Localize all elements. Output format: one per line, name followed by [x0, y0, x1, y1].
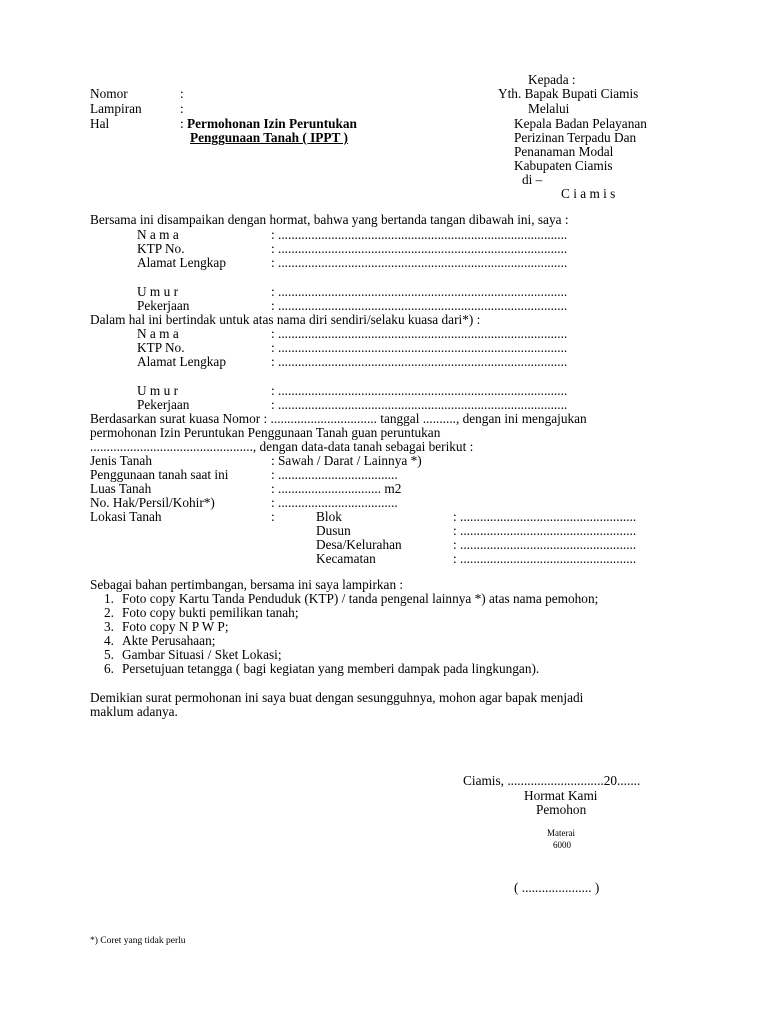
signature-hormat: Hormat Kami [524, 788, 598, 803]
penggunaan-label: Penggunaan tanah saat ini [90, 467, 229, 482]
applicant-pekerjaan-value: : ....................................................................................... [271, 298, 568, 313]
hak-label: No. Hak/Persil/Kohir*) [90, 495, 215, 510]
attachment-item [96, 591, 598, 606]
proxy-alamat-label: Alamat Lengkap [137, 354, 226, 369]
recipient-line1: Kepala Badan Pelayanan [514, 116, 647, 131]
applicant-umur-value: : ....................................................................................... [271, 284, 568, 299]
recipient-line3: Penanaman Modal [514, 144, 614, 159]
intro-text: Bersama ini disampaikan dengan hormat, bahwa yang bertanda tangan dibawah ini, saya : [90, 212, 569, 227]
desa-label: Desa/Kelurahan [316, 537, 402, 552]
basis-line1: Berdasarkan surat kuasa Nomor : ................................ tanggal .........., dengan ini mengajukan [90, 411, 587, 426]
attachment-text: Persetujuan tetangga ( bagi kegiatan yang memberi dampak pada lingkungan). [122, 661, 540, 676]
dusun-value: : ..................................................... [453, 523, 637, 538]
recipient-city: C i a m i s [561, 186, 616, 201]
recipient-line4: Kabupaten Ciamis [514, 158, 613, 173]
hal-subject-line1: Permohonan Izin Peruntukan [187, 116, 357, 131]
attachment-num: 1. [104, 591, 114, 606]
attachment-num: 4. [104, 633, 114, 648]
proxy-nama-label: N a m a [137, 326, 179, 341]
attachment-text: Foto copy N P W P; [122, 619, 229, 634]
hak-value: : .................................... [271, 495, 398, 510]
materai-value: 6000 [553, 840, 571, 850]
penggunaan-value: : .................................... [271, 467, 398, 482]
applicant-nama-value: : ....................................................................................... [271, 227, 568, 242]
applicant-nama-label: N a m a [137, 227, 179, 242]
proxy-umur-value: : ....................................................................................... [271, 383, 568, 398]
closing-line2: maklum adanya. [90, 704, 178, 719]
attachment-text: Foto copy Kartu Tanda Penduduk (KTP) / tanda pengenal lainnya *) atas nama pemohon; [122, 591, 599, 606]
lokasi-colon: : [271, 509, 275, 524]
closing-line1: Demikian surat permohonan ini saya buat dengan sesungguhnya, mohon agar bapak menjadi [90, 690, 584, 705]
attachment-text: Foto copy bukti pemilikan tanah; [122, 605, 299, 620]
jenis-tanah-value: : Sawah / Darat / Lainnya *) [271, 453, 422, 468]
luas-label: Luas Tanah [90, 481, 152, 496]
proxy-umur-label: U m u r [137, 383, 178, 398]
hal-label: Hal [90, 116, 110, 131]
signature-pemohon: Pemohon [536, 802, 587, 817]
applicant-umur-label: U m u r [137, 284, 178, 299]
lampiran-colon: : [180, 101, 184, 116]
attachment-num: 2. [104, 605, 114, 620]
applicant-ktp-label: KTP No. [137, 241, 185, 256]
proxy-ktp-label: KTP No. [137, 340, 185, 355]
blok-value: : ..................................................... [453, 509, 637, 524]
kecamatan-label: Kecamatan [316, 551, 376, 566]
hal-colon: : [180, 116, 188, 131]
dusun-label: Dusun [316, 523, 351, 538]
recipient-melalui: Melalui [528, 101, 570, 116]
recipient-kepada: Kepada : [528, 72, 576, 87]
proxy-nama-value: : ....................................................................................... [271, 326, 568, 341]
materai-label: Materai [547, 828, 575, 838]
nomor-colon: : [180, 86, 184, 101]
attachment-item [96, 605, 299, 620]
luas-value: : ............................... m2 [271, 481, 402, 496]
proxy-ktp-value: : ....................................................................................... [271, 340, 568, 355]
applicant-ktp-value: : ....................................................................................... [271, 241, 568, 256]
kecamatan-value: : ..................................................... [453, 551, 637, 566]
attachment-num: 3. [104, 619, 114, 634]
jenis-tanah-label: Jenis Tanah [90, 453, 152, 468]
lokasi-label: Lokasi Tanah [90, 509, 162, 524]
proxy-pekerjaan-label: Pekerjaan [137, 397, 190, 412]
nomor-label: Nomor [90, 86, 128, 101]
proxy-intro-text: Dalam hal ini bertindak untuk atas nama diri sendiri/selaku kuasa dari*) : [90, 312, 481, 327]
applicant-pekerjaan-label: Pekerjaan [137, 298, 190, 313]
proxy-alamat-value: : ....................................................................................... [271, 354, 568, 369]
proxy-pekerjaan-value: : ....................................................................................... [271, 397, 568, 412]
recipient-di: di – [522, 172, 543, 187]
applicant-alamat-label: Alamat Lengkap [137, 255, 226, 270]
signature-place-date: Ciamis, .............................20....... [463, 773, 641, 788]
signature-name-line: ( ..................... ) [514, 880, 600, 895]
attachment-item [96, 647, 282, 662]
applicant-alamat-value: : ....................................................................................... [271, 255, 568, 270]
footnote: *) Coret yang tidak perlu [90, 936, 186, 946]
attachment-item [96, 661, 539, 676]
attachment-text: Akte Perusahaan; [122, 633, 216, 648]
hal-subject-line2: Penggunaan Tanah ( IPPT ) [190, 130, 348, 145]
attachment-num: 5. [104, 647, 114, 662]
attachment-item [96, 633, 215, 648]
hal-value [180, 116, 357, 131]
attachment-num: 6. [104, 661, 114, 676]
blok-label: Blok [316, 509, 342, 524]
attachments-intro: Sebagai bahan pertimbangan, bersama ini saya lampirkan : [90, 577, 404, 592]
desa-value: : ..................................................... [453, 537, 637, 552]
attachment-text: Gambar Situasi / Sket Lokasi; [122, 647, 282, 662]
attachment-item [96, 619, 229, 634]
basis-line2: permohonan Izin Peruntukan Penggunaan Tanah guan peruntukan [90, 425, 441, 440]
lampiran-label: Lampiran [90, 101, 142, 116]
recipient-yth: Yth. Bapak Bupati Ciamis [498, 86, 639, 101]
recipient-line2: Perizinan Terpadu Dan [514, 130, 637, 145]
basis-line3: ................................................., dengan data-data tanah sebagai berikut : [90, 439, 474, 454]
